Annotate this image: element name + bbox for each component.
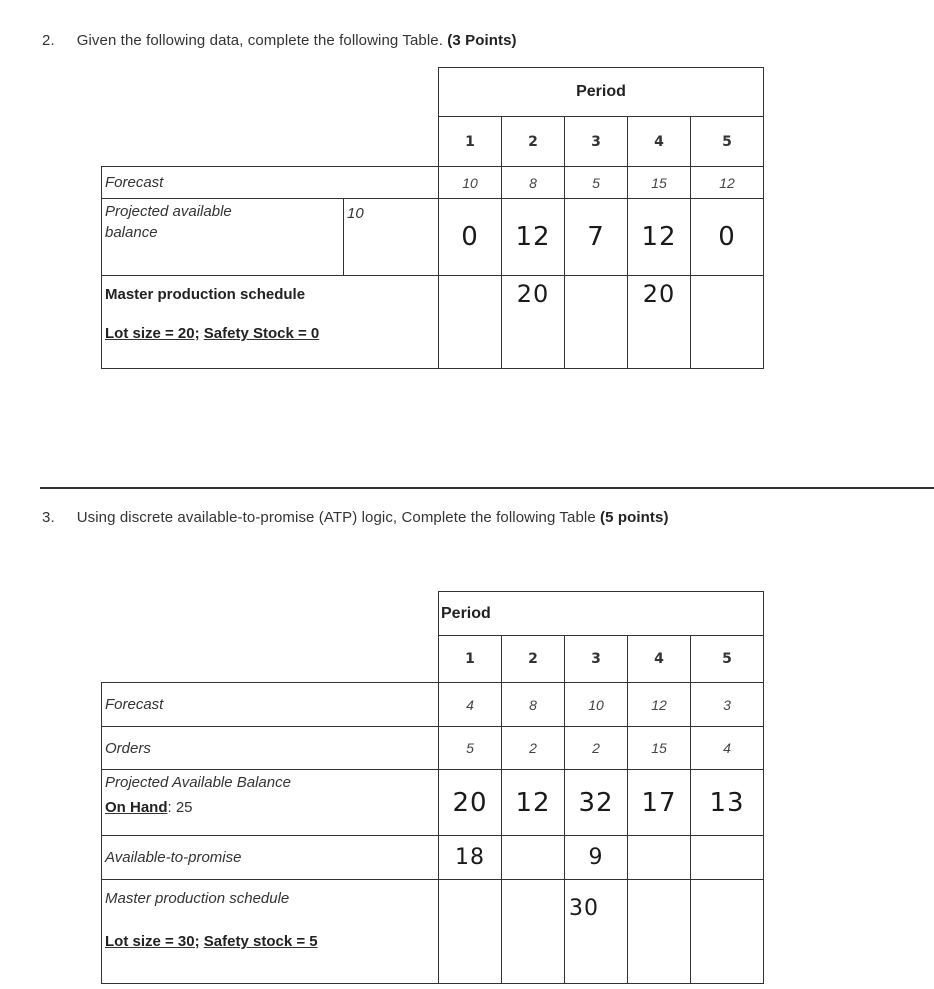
q2-forecast-5: 12: [691, 167, 764, 199]
q3-mps-2: [502, 880, 565, 984]
q3-orders-5: 4: [691, 727, 764, 770]
q3-number: 3.: [42, 509, 55, 526]
section-divider: [40, 487, 934, 489]
q3-atp-4: [628, 836, 691, 880]
q2-forecast-1: 10: [439, 167, 502, 199]
q2-pab-3: 7: [565, 199, 628, 276]
q3-mps-label: Master production schedule: [105, 890, 290, 907]
q3-period-1: 1: [439, 636, 502, 683]
q3-pab-label: Projected Available Balance: [105, 774, 291, 791]
q3-forecast-4: 12: [628, 683, 691, 727]
q3-mps-label-cell: [102, 880, 439, 984]
q3-mps-1: [439, 880, 502, 984]
q2-forecast-3: 5: [565, 167, 628, 199]
q2-text: Given the following data, complete the following Table.: [76, 32, 443, 49]
q2-safety-stock: Safety Stock = 0: [203, 325, 320, 343]
q3-forecast-1: 4: [439, 683, 502, 727]
q2-mps-4: 20: [628, 276, 691, 369]
q2-period-5: 5: [691, 117, 764, 167]
q3-atp-label: Available-to-promise: [102, 836, 439, 880]
q2-forecast-4: 15: [628, 167, 691, 199]
q3-on-hand-value: : 25: [167, 799, 193, 816]
q3-period-5: 5: [691, 636, 764, 683]
q3-lot-safety: [105, 931, 438, 952]
q2-period-4: 4: [628, 117, 691, 167]
q3-orders-label: Orders: [102, 727, 439, 770]
q3-corner: [102, 592, 439, 636]
q3-on-hand: [105, 797, 438, 818]
q3-period-3: 3: [565, 636, 628, 683]
q3-heading: [42, 509, 669, 526]
q2-mps-1: [439, 276, 502, 369]
q3-table: [101, 591, 764, 984]
q3-period-4: 4: [628, 636, 691, 683]
q3-atp-1: 18: [439, 836, 502, 880]
q2-pab-5: 0: [691, 199, 764, 276]
q2-pab-1: 0: [439, 199, 502, 276]
q2-mps-5: [691, 276, 764, 369]
q2-period-1: 1: [439, 117, 502, 167]
q2-mps-label-cell: [102, 276, 439, 369]
q3-text: Using discrete available-to-promise (ATP) logic, Complete the following Table: [76, 509, 596, 526]
q2-mps-label: Master production schedule: [105, 286, 306, 304]
q2-lot-size: Lot size = 20;: [105, 325, 200, 343]
q3-atp-2: [502, 836, 565, 880]
q3-forecast-label: Forecast: [102, 683, 439, 727]
q3-pab-5: 13: [691, 770, 764, 836]
q2-mps-3: [565, 276, 628, 369]
q2-period-header: Period: [439, 68, 764, 117]
q2-forecast-label: Forecast: [102, 167, 439, 199]
q2-lot-safety: [105, 323, 438, 344]
q2-number: 2.: [42, 32, 55, 49]
q3-on-hand-label: On Hand: [105, 799, 168, 816]
q3-atp-5: [691, 836, 764, 880]
q2-points: (3 Points): [447, 32, 517, 49]
q3-points: (5 points): [600, 509, 669, 526]
q3-mps-5: [691, 880, 764, 984]
q2-pab-start: 10: [344, 199, 439, 276]
q3-orders-4: 15: [628, 727, 691, 770]
q3-pab-3: 32: [565, 770, 628, 836]
q2-pab-label: [102, 199, 344, 276]
q3-orders-2: 2: [502, 727, 565, 770]
q2-period-3: 3: [565, 117, 628, 167]
q2-pab-4: 12: [628, 199, 691, 276]
q2-pab-2: 12: [502, 199, 565, 276]
q3-period-header: Period: [439, 592, 764, 636]
q2-mps-2: 20: [502, 276, 565, 369]
q3-pab-4: 17: [628, 770, 691, 836]
q3-forecast-5: 3: [691, 683, 764, 727]
q3-period-2: 2: [502, 636, 565, 683]
q2-period-2: 2: [502, 117, 565, 167]
q3-forecast-3: 10: [565, 683, 628, 727]
q3-lot-size: Lot size = 30;: [105, 933, 200, 950]
q2-corner: [102, 68, 439, 117]
q3-mps-3: 30: [565, 880, 628, 984]
q2-forecast-2: 8: [502, 167, 565, 199]
q2-pab-label-line1: Projected available: [105, 203, 232, 221]
q2-pab-label-line2: balance: [105, 224, 158, 242]
q3-atp-3: 9: [565, 836, 628, 880]
q3-orders-3: 2: [565, 727, 628, 770]
q3-safety-stock: Safety stock = 5: [203, 933, 318, 950]
q3-orders-1: 5: [439, 727, 502, 770]
q3-forecast-2: 8: [502, 683, 565, 727]
q3-pab-label-cell: [102, 770, 439, 836]
q2-heading: [42, 32, 517, 49]
q3-mps-4: [628, 880, 691, 984]
q3-pab-1: 20: [439, 770, 502, 836]
q2-corner-2: [102, 117, 439, 167]
q3-corner-2: [102, 636, 439, 683]
q3-pab-2: 12: [502, 770, 565, 836]
q2-table: [101, 67, 764, 369]
